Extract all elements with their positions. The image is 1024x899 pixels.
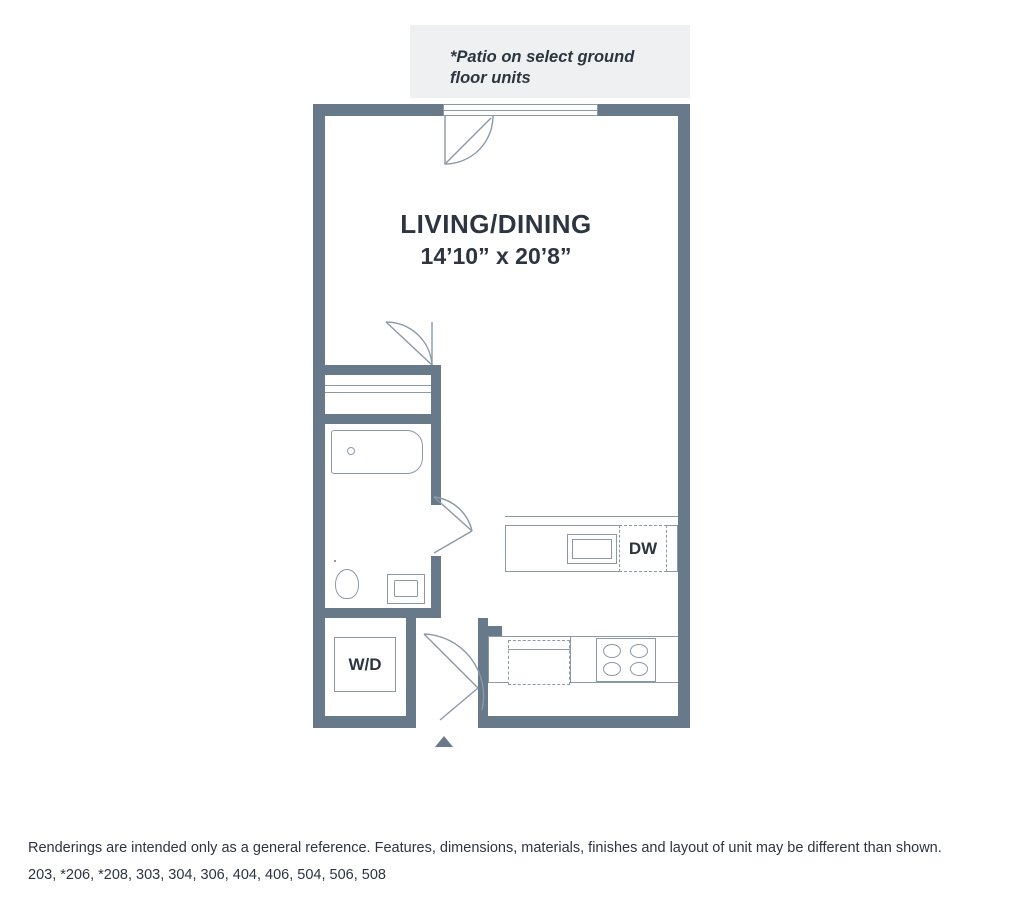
- wall-bath-bottom: [325, 608, 441, 618]
- wall-bath-right-upper: [431, 365, 441, 505]
- burner-top-right: [630, 644, 648, 658]
- wall-bottom-left: [313, 716, 416, 728]
- footer: [28, 838, 996, 886]
- burner-bottom-left: [603, 662, 621, 676]
- footer-unit-list: 203, *206, *208, 303, 304, 306, 404, 406, 504, 506, 508: [28, 867, 386, 883]
- wall-closet-bottom: [325, 414, 441, 424]
- room-dimensions: 14’10” x 20’8”: [420, 243, 572, 269]
- dishwasher-label: DW: [628, 538, 658, 558]
- range-cooktop: [596, 638, 656, 682]
- room-name: LIVING/DINING: [400, 209, 592, 239]
- entry-door-swing: [416, 632, 490, 724]
- wall-left: [313, 104, 325, 728]
- room-label-living-dining: [346, 208, 646, 272]
- wall-right: [678, 104, 690, 728]
- bathtub: [331, 430, 423, 474]
- wall-kitchen-stub: [488, 626, 502, 636]
- patio-note-line-1: *Patio on select ground: [450, 48, 635, 66]
- kitchen-upper-counter-top: [505, 516, 678, 517]
- patio-door-swing: [443, 116, 513, 171]
- burner-bottom-right: [630, 662, 648, 676]
- wall-laundry-right: [406, 618, 416, 718]
- kitchen-sink-basin: [572, 539, 612, 559]
- counter-divider: [570, 636, 571, 682]
- refrigerator-top-line: [508, 649, 570, 650]
- footer-disclaimer: Renderings are intended only as a general reference. Features, dimensions, materials, finishes and layout of unit may be different than shown.: [28, 840, 942, 856]
- toilet-bowl: [335, 569, 359, 599]
- patio-note-line-2: floor units: [450, 69, 531, 87]
- toilet-tank: [334, 560, 336, 562]
- wall-top-left: [313, 104, 443, 116]
- patio-note: [410, 25, 690, 98]
- bathroom-door-swing: [432, 495, 484, 557]
- closet-door-swing: [366, 322, 436, 370]
- bathtub-drain: [347, 447, 355, 455]
- washer-dryer-label: W/D: [348, 654, 382, 674]
- wall-bottom-right: [478, 716, 690, 728]
- closet-rod-line: [325, 392, 431, 393]
- kitchen-lower-counter-top: [488, 636, 678, 637]
- closet-shelf-line: [325, 385, 431, 386]
- wall-top-right: [598, 104, 690, 116]
- entry-direction-arrow: [435, 736, 453, 747]
- burner-top-left: [603, 644, 621, 658]
- window-top-mullion: [443, 110, 598, 111]
- sink-basin: [394, 580, 418, 597]
- refrigerator: [508, 640, 570, 685]
